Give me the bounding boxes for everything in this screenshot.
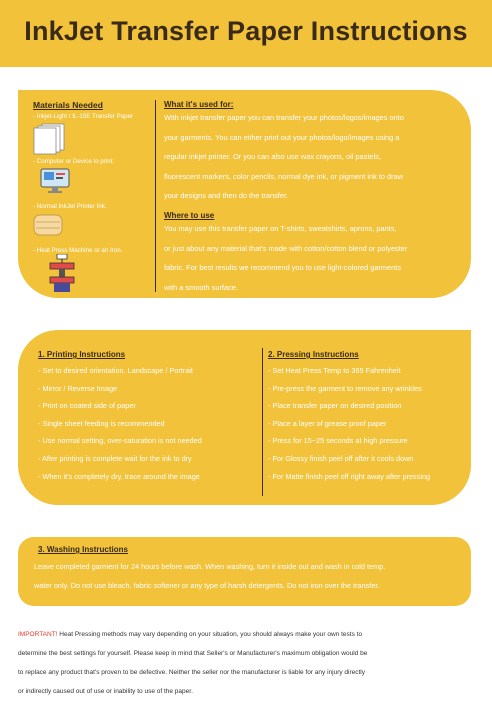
printing-title: 1. Printing Instructions xyxy=(38,350,126,359)
list-item: - Print on coated side of paper xyxy=(38,401,136,411)
list-item: - After printing is complete wait for the ink to dry xyxy=(38,453,192,463)
text-line: with a smooth surface. xyxy=(164,282,238,292)
list-item: - Press for 15~25 seconds at high pressure xyxy=(268,436,408,446)
text-line: determine the best settings for yourself. Please keep in mind that Seller's or Manufacturer's maximum obligation would be xyxy=(18,650,368,657)
washing-title: 3. Washing Instructions xyxy=(38,545,128,554)
printing-list xyxy=(38,362,202,485)
text-line: or indirectly caused out of use or inability to use of the paper. xyxy=(18,688,193,695)
text-line: fluorescent markers, color pencils, normal dye ink, or pigment ink to draw xyxy=(164,171,404,181)
material-item: - Heat Press Machine or an Iron. xyxy=(33,247,123,254)
page-title: InkJet Transfer Paper Instructions xyxy=(24,16,468,46)
list-item: - Place a layer of grease proof paper xyxy=(268,418,387,428)
disclaimer xyxy=(18,625,476,701)
list-item: - Single sheet feeding is recommended xyxy=(38,418,165,428)
text-line: Leave completed garment for 24 hours before wash. When washing, turn it inside out and wash in cold temp. xyxy=(34,562,386,571)
text-line: fabric. For best results we recommend you to use light-colored garments xyxy=(164,263,402,272)
material-item: - Computer or Device to print. xyxy=(33,158,115,165)
list-item: - Mirror / Reverse Image xyxy=(38,383,118,393)
washing-panel xyxy=(18,537,471,606)
text-line: your designs and then do the transfer. xyxy=(164,191,289,200)
paper-stack-icon xyxy=(32,122,68,156)
list-item: - When it's completely dry, trace around the image xyxy=(38,471,200,481)
used-for-title: What it's used for: xyxy=(164,100,234,109)
washing-text xyxy=(34,557,466,595)
materials-usage-panel xyxy=(18,90,471,298)
list-item: - Use normal setting, over-saturation is not needed xyxy=(38,436,202,446)
text-line: regular inkjet printer. Or you can also use wax crayons, oil pastels, xyxy=(164,152,381,161)
pressing-title: 2. Pressing Instructions xyxy=(268,350,359,359)
where-to-use-title: Where to use xyxy=(164,211,215,220)
material-item: - Inkjet-Light / IL-15E Transfer Paper xyxy=(33,113,134,120)
computer-monitor-icon xyxy=(40,168,70,194)
text-line: water only. Do not use bleach, fabric softener or any type of harsh detergents. Do not iron over the transfer. xyxy=(34,581,380,590)
ink-cartridge-icon xyxy=(32,211,64,239)
materials-title: Materials Needed xyxy=(33,100,103,110)
where-to-use-text xyxy=(164,219,464,297)
text-line: You may use this transfer paper on T-shirts, sweatshirts, aprons, pants, xyxy=(164,224,397,233)
heat-press-icon xyxy=(48,254,76,294)
text-line: With inkjet transfer paper you can transfer your photos/logos/images onto xyxy=(164,113,404,122)
list-item: - Set to desired orientation. Landscape / Portrait xyxy=(38,366,193,375)
material-item: - Normal InkJet Printer Ink. xyxy=(33,203,107,210)
text-span: Heat Pressing methods may vary depending on your situation, you should always make your own tests to xyxy=(57,631,363,638)
used-for-text xyxy=(164,108,464,206)
list-item: - Place transfer paper on desired position xyxy=(268,401,402,411)
panel-divider xyxy=(262,348,263,496)
panel-divider xyxy=(155,100,156,292)
text-line xyxy=(18,625,476,644)
list-item: - For Matte finish peel off right away after pressing xyxy=(268,471,431,481)
list-item: - Pre-press the garment to remove any wrinkles xyxy=(268,383,422,393)
pressing-list xyxy=(268,362,430,485)
page-header xyxy=(0,0,492,67)
instructions-panel xyxy=(18,330,471,505)
text-line: to replace any product that's proven to be defective. Neither the seller nor the manufacturer is liable for any injury directly xyxy=(18,669,366,676)
text-line: your garments. You can either print out your photos/logo/images using a xyxy=(164,132,400,142)
text-line: or just about any material that's made with cotton/cotton blend or polyester xyxy=(164,243,408,253)
important-label: IMPORTANT! xyxy=(18,631,58,638)
list-item: - For Glossy finish peel off after it cools down xyxy=(268,453,414,463)
list-item: - Set Heat Press Temp to 365 Fahrenheit xyxy=(268,366,401,375)
